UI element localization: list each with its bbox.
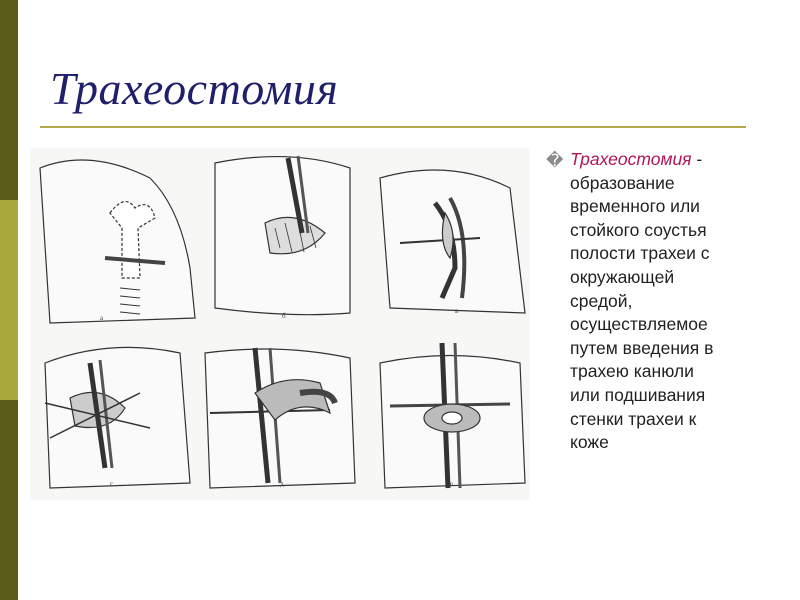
bullet-line: образование (570, 172, 675, 193)
unknown-glyph-icon: � (546, 151, 564, 171)
panel-f (380, 343, 525, 488)
bullet-line: трахею канюли (570, 361, 694, 382)
panel-letter: е (450, 480, 454, 488)
bullet-dash: - (691, 149, 703, 169)
panel-letter: д (280, 480, 284, 488)
bullet-line: осуществляемое (570, 314, 708, 335)
bullet-line: коже (570, 432, 609, 453)
bullet-line: временного или (570, 196, 700, 217)
panel-e (205, 348, 355, 488)
sidebar-segment-light (0, 200, 18, 400)
panel-letter: б (282, 312, 286, 320)
bullet-line: стенки трахеи к (570, 408, 697, 429)
panel-letter: в (455, 307, 459, 315)
title-underline (40, 126, 746, 128)
bullet-line: или подшивания (570, 384, 706, 405)
sidebar-stripe (0, 0, 18, 600)
panel-letter: а (100, 314, 104, 322)
bullet-line: стойкого соустья (570, 219, 707, 240)
tracheostomy-illustration (30, 148, 530, 500)
panel-b (215, 156, 350, 320)
bullet-line: средой, (570, 290, 633, 311)
bullet-term: Трахеостомия (570, 149, 692, 169)
panel-letter: г (110, 480, 113, 488)
panel-c (380, 170, 525, 315)
bullet-text (570, 148, 782, 455)
bullet-line: полости трахеи с (570, 243, 710, 264)
bullet-line: путем введения в (570, 337, 714, 358)
panel-d (45, 347, 190, 488)
sidebar-segment-dark (0, 400, 18, 600)
slide-title: Трахеостомия (50, 63, 339, 114)
bullet-line: окружающей (570, 266, 675, 287)
sidebar-segment-dark (0, 0, 18, 200)
